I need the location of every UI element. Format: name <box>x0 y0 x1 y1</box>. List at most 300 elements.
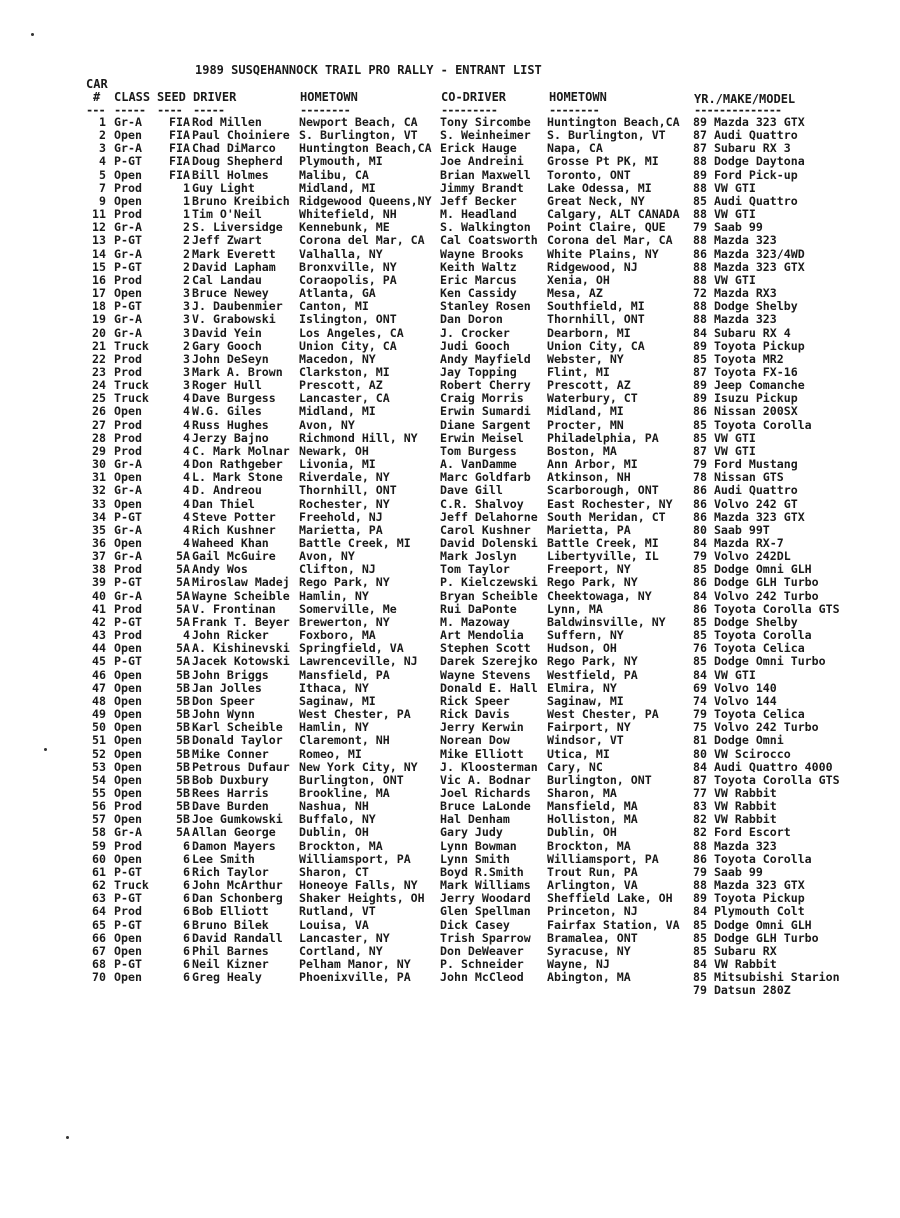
codriver-cell: Erwin Sumardi <box>440 405 531 419</box>
driver-cell: Karl Scheible <box>192 721 283 735</box>
table-row <box>0 405 900 418</box>
codriver-hometown-cell: East Rochester, NY <box>547 497 673 511</box>
table-row <box>0 642 900 655</box>
table-row <box>0 932 900 945</box>
seed-cell: 4 <box>183 471 190 485</box>
car-model-cell: 87 Toyota Corolla GTS <box>693 773 840 787</box>
header-seed: SEED <box>157 90 186 104</box>
codriver-cell: Diane Sargent <box>440 418 531 432</box>
codriver-hometown-cell: Rego Park, NY <box>547 576 638 590</box>
table-row <box>0 971 900 984</box>
driver-hometown-cell: Somerville, Me <box>299 602 397 616</box>
car-model-cell: 72 Mazda RX3 <box>693 287 777 301</box>
driver-hometown-cell: Kennebunk, ME <box>299 221 390 235</box>
car-number: 62 <box>92 879 106 893</box>
seed-cell: 3 <box>183 379 190 393</box>
seed-cell: 5B <box>176 800 190 814</box>
codriver-hometown-cell: Fairport, NY <box>547 721 631 735</box>
car-model-cell: 79 Volvo 242DL <box>693 550 791 564</box>
codriver-cell: Jay Topping <box>440 365 517 379</box>
codriver-cell: Rick Davis <box>440 708 510 722</box>
codriver-cell: Darek Szerejko <box>440 655 538 669</box>
codriver-hometown-cell: Mesa, AZ <box>547 287 603 301</box>
driver-hometown-cell: Prescott, AZ <box>299 379 383 393</box>
seed-cell: 4 <box>183 537 190 550</box>
header-rule-seed: ---- <box>157 103 182 117</box>
seed-cell: 5A <box>176 615 190 629</box>
driver-hometown-cell: Saginaw, MI <box>299 694 376 708</box>
car-model-cell: 69 Volvo 140 <box>693 681 777 695</box>
seed-cell: 3 <box>183 300 190 314</box>
seed-cell: 5B <box>176 773 190 787</box>
car-model-cell: 83 VW Rabbit <box>693 800 777 814</box>
table-row <box>0 919 900 932</box>
codriver-hometown-cell: Napa, CA <box>547 142 603 156</box>
class-cell: Open <box>114 694 142 708</box>
class-cell: Prod <box>114 365 142 379</box>
class-cell: P-GT <box>114 918 142 932</box>
codriver-cell: Boyd R.Smith <box>440 865 524 879</box>
driver-cell: Roger Hull <box>192 379 262 393</box>
driver-hometown-cell: Battle Creek, MI <box>299 537 411 550</box>
table-row <box>0 155 900 168</box>
codriver-hometown-cell: Xenia, OH <box>547 273 610 287</box>
codriver-hometown-cell: Cary, NC <box>547 760 603 774</box>
table-row <box>0 563 900 576</box>
car-number: 20 <box>92 326 106 340</box>
car-number: 36 <box>92 537 106 550</box>
class-cell: P-GT <box>114 300 142 314</box>
car-model-cell: 85 Dodge Omni GLH <box>693 563 812 577</box>
driver-cell: Phil Barnes <box>192 944 269 958</box>
codriver-cell: Jerry Kerwin <box>440 721 524 735</box>
driver-hometown-cell: Cortland, NY <box>299 944 383 958</box>
codriver-hometown-cell: Saginaw, MI <box>547 694 624 708</box>
table-row <box>0 366 900 379</box>
driver-cell: Bob Duxbury <box>192 773 269 787</box>
car-model-cell: 88 Mazda 323 <box>693 313 777 327</box>
table-row <box>0 905 900 918</box>
document-title: 1989 SUSQEHANNOCK TRAIL PRO RALLY - ENTRANT LIST <box>195 62 542 78</box>
codriver-cell: Jeff Delahorne <box>440 510 538 524</box>
table-row <box>0 379 900 392</box>
driver-cell: Greg Healy <box>192 971 262 985</box>
class-cell: Gr-A <box>114 589 142 603</box>
header-rule-class: ----- <box>114 103 146 117</box>
car-model-cell: 87 Subaru RX 3 <box>693 142 791 156</box>
car-model-cell: 82 Ford Escort <box>693 826 791 840</box>
table-row <box>0 248 900 261</box>
car-model-cell: 84 Volvo 242 Turbo <box>693 589 819 603</box>
codriver-hometown-cell: Rego Park, NY <box>547 655 638 669</box>
seed-cell: 5A <box>176 576 190 590</box>
codriver-cell: Jerry Woodard <box>440 892 531 906</box>
codriver-cell: Dan Doron <box>440 313 503 327</box>
class-cell: P-GT <box>114 865 142 879</box>
driver-cell: Paul Choiniere <box>192 129 290 143</box>
driver-hometown-cell: Brookline, MA <box>299 786 390 800</box>
class-cell: Open <box>114 537 142 550</box>
seed-cell: 4 <box>183 392 190 406</box>
seed-cell: 5A <box>176 550 190 564</box>
car-model-cell: 88 VW GTI <box>693 273 756 287</box>
driver-cell: David Yein <box>192 326 262 340</box>
car-number: 54 <box>92 773 106 787</box>
codriver-cell: Andy Mayfield <box>440 352 531 366</box>
car-number: 4 <box>99 155 106 169</box>
codriver-cell: Gary Judy <box>440 826 503 840</box>
driver-cell: Wayne Scheible <box>192 589 290 603</box>
driver-cell: Joe Gumkowski <box>192 813 283 827</box>
class-cell: Open <box>114 168 142 182</box>
car-number: 55 <box>92 786 106 800</box>
seed-cell: FIA <box>169 129 190 143</box>
car-model-cell: 85 Toyota Corolla <box>693 629 812 643</box>
driver-cell: Bob Elliott <box>192 905 269 919</box>
codriver-cell: Tom Taylor <box>440 563 510 577</box>
driver-hometown-cell: Dublin, OH <box>299 826 369 840</box>
driver-cell: John Ricker <box>192 629 269 643</box>
codriver-hometown-cell: Bramalea, ONT <box>547 931 638 945</box>
codriver-cell: Robert Cherry <box>440 379 531 393</box>
table-row <box>0 576 900 589</box>
scan-speck <box>31 33 34 36</box>
driver-hometown-cell: Romeo, MI <box>299 747 362 761</box>
table-row <box>0 340 900 353</box>
class-cell: Open <box>114 786 142 800</box>
car-model-cell: 88 Dodge Daytona <box>693 155 805 169</box>
driver-hometown-cell: Nashua, NH <box>299 800 369 814</box>
driver-hometown-cell: Lancaster, CA <box>299 392 390 406</box>
driver-hometown-cell: Livonia, MI <box>299 458 376 472</box>
codriver-hometown-cell: Flint, MI <box>547 365 610 379</box>
codriver-cell: C.R. Shalvoy <box>440 497 524 511</box>
driver-cell: Miroslaw Madej <box>192 576 290 590</box>
codriver-hometown-cell: S. Burlington, VT <box>547 129 666 143</box>
codriver-hometown-cell: Calgary, ALT CANADA <box>547 208 680 222</box>
codriver-hometown-cell: Syracuse, NY <box>547 944 631 958</box>
class-cell: P-GT <box>114 260 142 274</box>
driver-hometown-cell: Islington, ONT <box>299 313 397 327</box>
table-row <box>0 774 900 787</box>
driver-hometown-cell: Springfield, VA <box>299 642 404 656</box>
class-cell: P-GT <box>114 510 142 524</box>
table-row <box>0 629 900 642</box>
codriver-cell: Hal Denham <box>440 813 510 827</box>
car-number: 52 <box>92 747 106 761</box>
driver-cell: Waheed Khan <box>192 537 269 550</box>
seed-cell: 4 <box>183 418 190 432</box>
codriver-hometown-cell: Abington, MA <box>547 971 631 985</box>
seed-cell: 1 <box>183 194 190 208</box>
car-model-cell: 89 Jeep Comanche <box>693 379 805 393</box>
header-rule-hometown2: -------- <box>549 103 599 117</box>
car-model-cell: 84 VW Rabbit <box>693 958 777 971</box>
codriver-cell: Lynn Smith <box>440 852 510 866</box>
driver-hometown-cell: Newark, OH <box>299 444 369 458</box>
car-number: 67 <box>92 944 106 958</box>
codriver-cell: P. Schneider <box>440 958 524 971</box>
codriver-hometown-cell: Point Claire, QUE <box>547 221 666 235</box>
table-row <box>0 892 900 905</box>
codriver-hometown-cell: Utica, MI <box>547 747 610 761</box>
table-row <box>0 169 900 182</box>
table-row <box>0 669 900 682</box>
codriver-cell: Wayne Brooks <box>440 247 524 261</box>
driver-cell: Neil Kizner <box>192 958 269 971</box>
car-number: 28 <box>92 431 106 445</box>
codriver-hometown-cell: Lake Odessa, MI <box>547 181 652 195</box>
driver-hometown-cell: Hamlin, NY <box>299 589 369 603</box>
codriver-cell: John McCleod <box>440 971 524 985</box>
class-cell: Truck <box>114 339 149 353</box>
table-row <box>0 182 900 195</box>
table-row <box>0 353 900 366</box>
codriver-hometown-cell: Baldwinsville, NY <box>547 615 666 629</box>
driver-cell: Mike Conner <box>192 747 269 761</box>
driver-hometown-cell: Macedon, NY <box>299 352 376 366</box>
codriver-hometown-cell: Burlington, ONT <box>547 773 652 787</box>
driver-cell: Damon Mayers <box>192 839 276 853</box>
driver-cell: Steve Potter <box>192 510 276 524</box>
class-cell: Gr-A <box>114 221 142 235</box>
table-row <box>0 524 900 537</box>
driver-cell: Frank T. Beyer <box>192 615 290 629</box>
driver-hometown-cell: Malibu, CA <box>299 168 369 182</box>
driver-cell: Mark Everett <box>192 247 276 261</box>
driver-hometown-cell: Honeoye Falls, NY <box>299 879 418 893</box>
class-cell: Open <box>114 708 142 722</box>
codriver-hometown-cell: Toronto, ONT <box>547 168 631 182</box>
codriver-hometown-cell: Suffern, NY <box>547 629 624 643</box>
driver-cell: Jacek Kotowski <box>192 655 290 669</box>
class-cell: Gr-A <box>114 247 142 261</box>
codriver-cell: Dick Casey <box>440 918 510 932</box>
table-row <box>0 721 900 734</box>
codriver-cell: Rick Speer <box>440 694 510 708</box>
table-row <box>0 116 900 129</box>
car-number: 42 <box>92 615 106 629</box>
car-number: 12 <box>92 221 106 235</box>
codriver-cell: Mark Joslyn <box>440 550 517 564</box>
seed-cell: 4 <box>183 523 190 537</box>
driver-cell: V. Frontinan <box>192 602 276 616</box>
car-number: 56 <box>92 800 106 814</box>
driver-cell: Mark A. Brown <box>192 365 283 379</box>
car-number: 50 <box>92 721 106 735</box>
car-model-cell: 89 Isuzu Pickup <box>693 392 798 406</box>
car-number: 41 <box>92 602 106 616</box>
codriver-hometown-cell: Atkinson, NH <box>547 471 631 485</box>
seed-cell: 5B <box>176 813 190 827</box>
codriver-hometown-cell: South Meridan, CT <box>547 510 666 524</box>
driver-hometown-cell: Corona del Mar, CA <box>299 234 425 248</box>
car-model-cell: 84 Mazda RX-7 <box>693 537 784 550</box>
codriver-cell: Bruce LaLonde <box>440 800 531 814</box>
class-cell: Gr-A <box>114 484 142 498</box>
driver-hometown-cell: Claremont, NH <box>299 734 390 748</box>
driver-hometown-cell: Richmond Hill, NY <box>299 431 418 445</box>
seed-cell: 4 <box>183 405 190 419</box>
codriver-hometown-cell: Boston, MA <box>547 444 617 458</box>
header-rule-driver: ----- <box>193 103 225 117</box>
car-number: 21 <box>92 339 106 353</box>
car-number: 38 <box>92 563 106 577</box>
codriver-hometown-cell: Ann Arbor, MI <box>547 458 638 472</box>
car-number: 37 <box>92 550 106 564</box>
table-row <box>0 208 900 221</box>
car-number: 70 <box>92 971 106 985</box>
driver-hometown-cell: Bronxville, NY <box>299 260 397 274</box>
header-yr-make-model: YR./MAKE/MODEL <box>694 92 796 106</box>
codriver-hometown-cell: Elmira, NY <box>547 681 617 695</box>
seed-cell: 6 <box>183 918 190 932</box>
codriver-cell: Brian Maxwell <box>440 168 531 182</box>
driver-cell: John Wynn <box>192 708 255 722</box>
car-number: 53 <box>92 760 106 774</box>
driver-cell: C. Mark Molnar <box>192 444 290 458</box>
driver-cell: Rich Kushner <box>192 523 276 537</box>
codriver-cell: Trish Sparrow <box>440 931 531 945</box>
table-row <box>0 313 900 326</box>
driver-cell: Doug Shepherd <box>192 155 283 169</box>
driver-cell: Bruno Kreibich <box>192 194 290 208</box>
driver-hometown-cell: Brewerton, NY <box>299 615 390 629</box>
car-model-cell: 86 Mazda 323 GTX <box>693 510 805 524</box>
scan-speck <box>44 748 47 751</box>
car-number: 64 <box>92 905 106 919</box>
class-cell: Gr-A <box>114 826 142 840</box>
class-cell: Open <box>114 668 142 682</box>
seed-cell: 2 <box>183 221 190 235</box>
car-model-cell: 86 Mazda 323/4WD <box>693 247 805 261</box>
car-number: 2 <box>99 129 106 143</box>
codriver-hometown-cell: Sharon, MA <box>547 786 617 800</box>
car-model-cell: 88 Mazda 323 GTX <box>693 260 805 274</box>
driver-hometown-cell: Foxboro, MA <box>299 629 376 643</box>
codriver-cell: Bryan Scheible <box>440 589 538 603</box>
driver-cell: John DeSeyn <box>192 352 269 366</box>
seed-cell: 6 <box>183 852 190 866</box>
driver-hometown-cell: Clifton, NJ <box>299 563 376 577</box>
driver-cell: Andy Wos <box>192 563 248 577</box>
table-row <box>0 761 900 774</box>
car-model-cell: 89 Toyota Pickup <box>693 892 805 906</box>
car-model-cell: 81 Dodge Omni <box>693 734 784 748</box>
car-number: 18 <box>92 300 106 314</box>
header-car-top: CAR <box>86 77 108 91</box>
car-number: 15 <box>92 260 106 274</box>
codriver-hometown-cell: Windsor, VT <box>547 734 624 748</box>
driver-cell: John McArthur <box>192 879 283 893</box>
table-row <box>0 274 900 287</box>
driver-hometown-cell: Los Angeles, CA <box>299 326 404 340</box>
class-cell: Prod <box>114 905 142 919</box>
car-model-cell: 79 Saab 99 <box>693 865 763 879</box>
codriver-cell: P. Kielczewski <box>440 576 538 590</box>
seed-cell: 5A <box>176 602 190 616</box>
car-number: 66 <box>92 931 106 945</box>
header-driver: DRIVER <box>193 90 237 104</box>
seed-cell: 6 <box>183 865 190 879</box>
seed-cell: 5B <box>176 721 190 735</box>
class-cell: Open <box>114 287 142 301</box>
table-row <box>0 537 900 550</box>
class-cell: Open <box>114 497 142 511</box>
codriver-cell: J. Crocker <box>440 326 510 340</box>
table-row <box>0 419 900 432</box>
header-car-number: # <box>93 90 101 104</box>
driver-hometown-cell: Valhalla, NY <box>299 247 383 261</box>
car-number: 63 <box>92 892 106 906</box>
class-cell: P-GT <box>114 615 142 629</box>
car-model-cell: 84 Audi Quattro 4000 <box>693 760 833 774</box>
car-model-cell: 86 Audi Quattro <box>693 484 798 498</box>
codriver-cell: A. VanDamme <box>440 458 517 472</box>
driver-hometown-cell: Whitefield, NH <box>299 208 397 222</box>
car-number: 11 <box>92 208 106 222</box>
codriver-hometown-cell: Prescott, AZ <box>547 379 631 393</box>
table-row <box>0 813 900 826</box>
car-number: 19 <box>92 313 106 327</box>
driver-cell: Tim O'Neil <box>192 208 262 222</box>
driver-hometown-cell: Lancaster, NY <box>299 931 390 945</box>
seed-cell: 2 <box>183 247 190 261</box>
table-row <box>0 484 900 497</box>
codriver-hometown-cell: Procter, MN <box>547 418 624 432</box>
car-model-cell: 86 Dodge GLH Turbo <box>693 576 819 590</box>
car-number: 17 <box>92 287 106 301</box>
car-model-cell: 82 VW Rabbit <box>693 813 777 827</box>
codriver-cell: Joe Andreini <box>440 155 524 169</box>
codriver-cell: Ken Cassidy <box>440 287 517 301</box>
car-model-cell: 84 Subaru RX 4 <box>693 326 791 340</box>
seed-cell: 4 <box>183 497 190 511</box>
codriver-hometown-cell: Union City, CA <box>547 339 645 353</box>
car-model-cell: 87 Audi Quattro <box>693 129 798 143</box>
table-row <box>0 853 900 866</box>
car-model-cell: 85 Dodge Omni GLH <box>693 918 812 932</box>
codriver-hometown-cell: Fairfax Station, VA <box>547 918 680 932</box>
car-number: 3 <box>99 142 106 156</box>
codriver-hometown-cell: Huntington Beach,CA <box>547 116 680 129</box>
class-cell: Open <box>114 129 142 143</box>
car-number: 24 <box>92 379 106 393</box>
car-model-cell: 88 Mazda 323 GTX <box>693 879 805 893</box>
car-number: 35 <box>92 523 106 537</box>
driver-hometown-cell: Ridgewood Queens,NY <box>299 194 432 208</box>
car-number: 14 <box>92 247 106 261</box>
class-cell: P-GT <box>114 234 142 248</box>
driver-cell: Petrous Dufaur <box>192 760 290 774</box>
codriver-hometown-cell: Thornhill, ONT <box>547 313 645 327</box>
driver-cell: Allan George <box>192 826 276 840</box>
codriver-cell: Joel Richards <box>440 786 531 800</box>
codriver-cell: M. Mazoway <box>440 615 510 629</box>
class-cell: Open <box>114 471 142 485</box>
driver-hometown-cell: S. Burlington, VT <box>299 129 418 143</box>
class-cell: Prod <box>114 431 142 445</box>
class-cell: Prod <box>114 352 142 366</box>
car-model-cell: 85 Dodge Omni Turbo <box>693 655 826 669</box>
class-cell: Gr-A <box>114 523 142 537</box>
car-number: 26 <box>92 405 106 419</box>
codriver-hometown-cell: Sheffield Lake, OH <box>547 892 673 906</box>
driver-hometown-cell: Rutland, VT <box>299 905 376 919</box>
codriver-hometown-cell: Lynn, MA <box>547 602 603 616</box>
codriver-cell: Judi Gooch <box>440 339 510 353</box>
car-number: 1 <box>99 116 106 129</box>
